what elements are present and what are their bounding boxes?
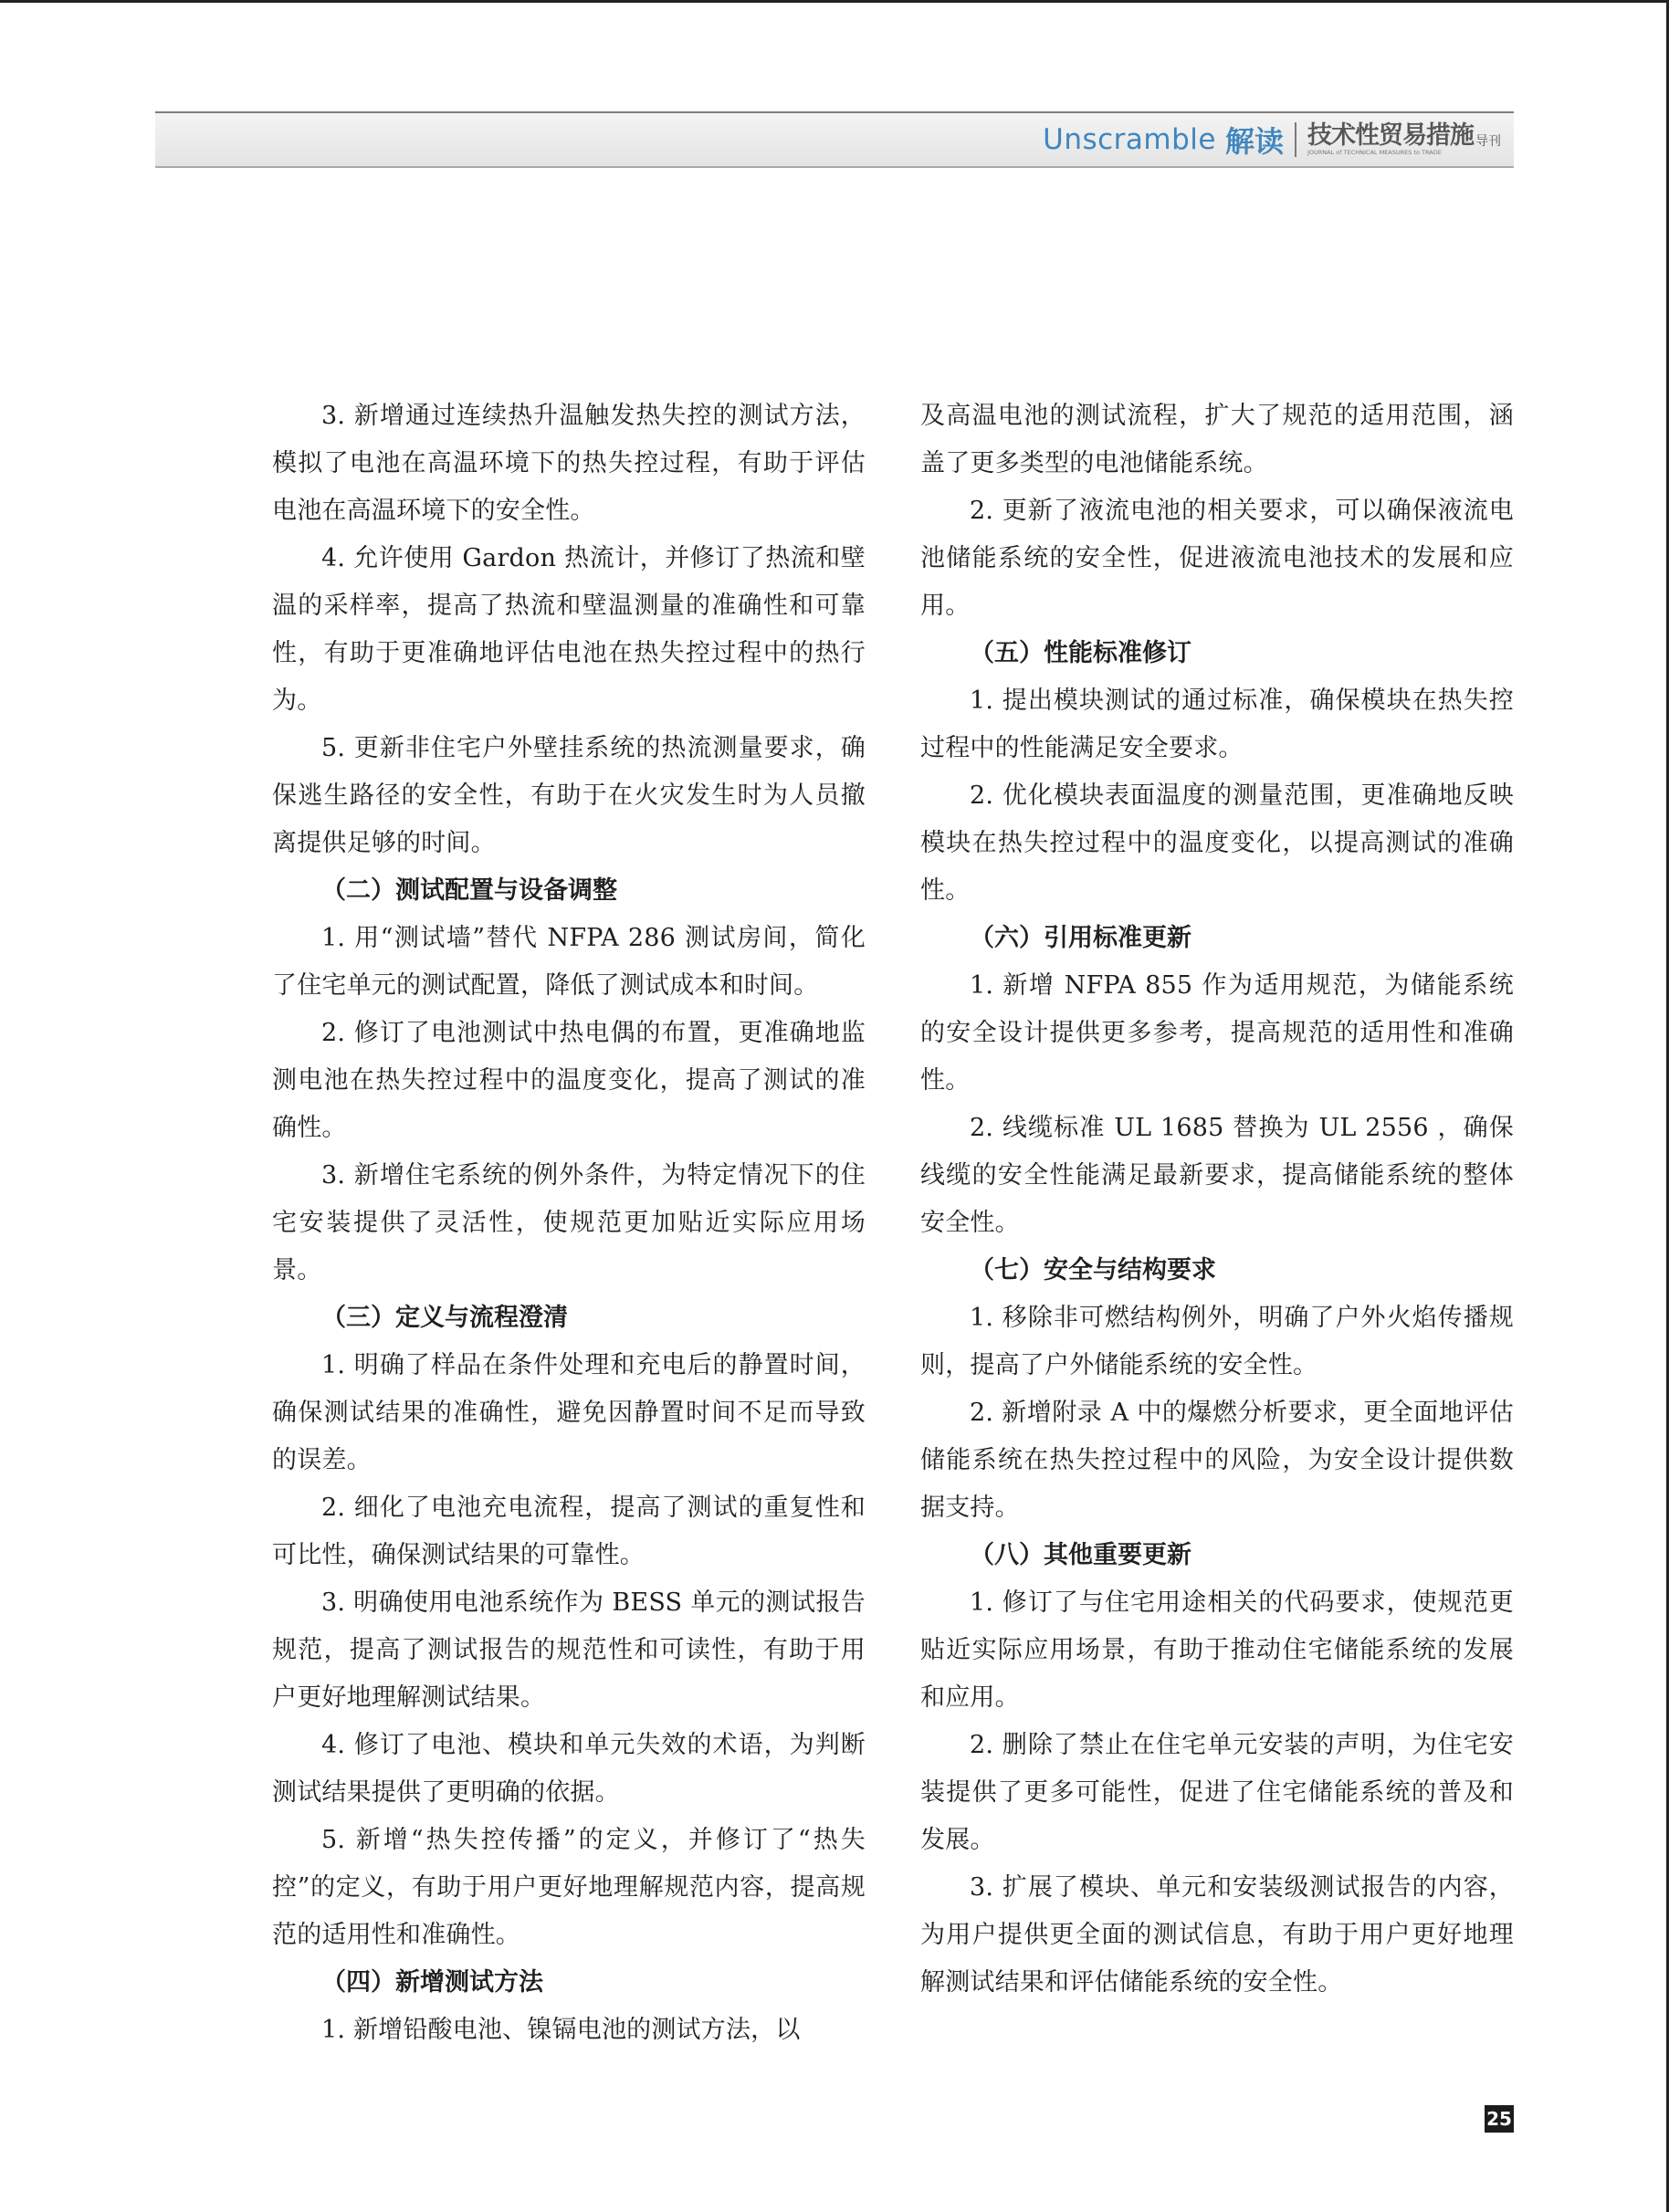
section-heading: （六）引用标准更新 — [970, 924, 1191, 952]
section-heading: （二）测试配置与设备调整 — [321, 876, 617, 905]
page-number: 25 — [1485, 2105, 1514, 2133]
paragraph: 2. 新增附录 A 中的爆燃分析要求，更全面地评估储能系统在热失控过程中的风险，为安全设计提供数据支持。 — [920, 1399, 1514, 1522]
section-heading: （七）安全与结构要求 — [970, 1256, 1216, 1284]
paragraph: 4. 修订了电池、模块和单元失效的术语，为判断测试结果提供了更明确的依据。 — [272, 1731, 866, 1807]
paragraph: 1. 移除非可燃结构例外，明确了户外火焰传播规则，提高了户外储能系统的安全性。 — [920, 1304, 1514, 1379]
paragraph: 3. 新增住宅系统的例外条件，为特定情况下的住宅安装提供了灵活性，使规范更加贴近实际应用场景。 — [272, 1161, 866, 1284]
paragraph: 1. 修订了与住宅用途相关的代码要求，使规范更贴近实际应用场景，有助于推动住宅储能系统的发展和应用。 — [920, 1588, 1514, 1712]
paragraph: 5. 新增“热失控传播”的定义，并修订了“热失控”的定义，有助于用户更好地理解规范内容，提高规范的适用性和准确性。 — [272, 1826, 866, 1949]
paragraph: 2. 更新了液流电池的相关要求，可以确保液流电池储能系统的安全性，促进液流电池技术的发展和应用。 — [920, 497, 1514, 620]
paragraph: 2. 优化模块表面温度的测量范围，更准确地反映模块在热失控过程中的温度变化，以提高测试的准确性。 — [920, 781, 1514, 905]
paragraph: 3. 扩展了模块、单元和安装级测试报告的内容，为用户提供更全面的测试信息，有助于用户更好地理解测试结果和评估储能系统的安全性。 — [920, 1873, 1514, 1997]
paragraph: 3. 明确使用电池系统作为 BESS 单元的测试报告规范，提高了测试报告的规范性和可读性，有助于用户更好地理解测试结果。 — [272, 1588, 866, 1712]
journal-name: 技术性贸易措施 — [1307, 121, 1474, 151]
paragraph: 1. 新增铅酸电池、镍镉电池的测试方法，以 — [321, 2016, 801, 2044]
paragraph: 2. 细化了电池充电流程，提高了测试的重复性和可比性，确保测试结果的可靠性。 — [272, 1494, 866, 1569]
header-divider — [1295, 122, 1296, 157]
left-text-column — [272, 393, 866, 2054]
paragraph: 2. 线缆标准 UL 1685 替换为 UL 2556 ，确保线缆的安全性能满足最新要求，提高储能系统的整体安全性。 — [920, 1114, 1514, 1237]
paragraph: 1. 用“测试墙”替代 NFPA 286 测试房间，简化了住宅单元的测试配置，降低了测试成本和时间。 — [272, 924, 866, 1000]
paragraph: 4. 允许使用 Gardon 热流计，并修订了热流和壁温的采样率，提高了热流和壁温测量的准确性和可靠性，有助于更准确地评估电池在热失控过程中的热行为。 — [272, 544, 866, 715]
page-top-border — [0, 0, 1669, 3]
running-header — [155, 111, 1514, 168]
paragraph: 2. 删除了禁止在住宅单元安装的声明，为住宅安装提供了更多可能性，促进了住宅储能系统的普及和发展。 — [920, 1731, 1514, 1854]
header-title-group — [1043, 118, 1501, 162]
section-name-cn: 解读 — [1224, 124, 1284, 159]
paragraph: 2. 修订了电池测试中热电偶的布置，更准确地监测电池在热失控过程中的温度变化，提高了测试的准确性。 — [272, 1019, 866, 1142]
paragraph: 1. 新增 NFPA 855 作为适用规范，为储能系统的安全设计提供更多参考，提高规范的适用性和准确性。 — [920, 971, 1514, 1095]
section-name-en: Unscramble — [1043, 123, 1216, 156]
journal-logo — [1307, 123, 1501, 156]
section-heading: （三）定义与流程澄清 — [321, 1304, 568, 1332]
section-heading: （八）其他重要更新 — [970, 1541, 1191, 1569]
paragraph: 5. 更新非住宅户外壁挂系统的热流测量要求，确保逃生路径的安全性，有助于在火灾发生时为人员撤离提供足够的时间。 — [272, 734, 866, 857]
section-heading: （四）新增测试方法 — [321, 1968, 543, 1997]
paragraph-continuation: 及高温电池的测试流程，扩大了规范的适用范围，涵盖了更多类型的电池储能系统。 — [920, 402, 1514, 477]
paragraph: 1. 提出模块测试的通过标准，确保模块在热失控过程中的性能满足安全要求。 — [920, 687, 1514, 762]
journal-suffix: 导刊 — [1475, 134, 1501, 150]
right-text-column — [920, 393, 1514, 2007]
paragraph: 1. 明确了样品在条件处理和充电后的静置时间，确保测试结果的准确性，避免因静置时间不足而导致的误差。 — [272, 1351, 866, 1474]
section-heading: （五）性能标准修订 — [970, 639, 1191, 667]
journal-name-en: JOURNAL of TECHNICAL MEASURES to TRADE — [1307, 149, 1442, 157]
paragraph: 3. 新增通过连续热升温触发热失控的测试方法，模拟了电池在高温环境下的热失控过程，有助于评估电池在高温环境下的安全性。 — [272, 402, 866, 525]
